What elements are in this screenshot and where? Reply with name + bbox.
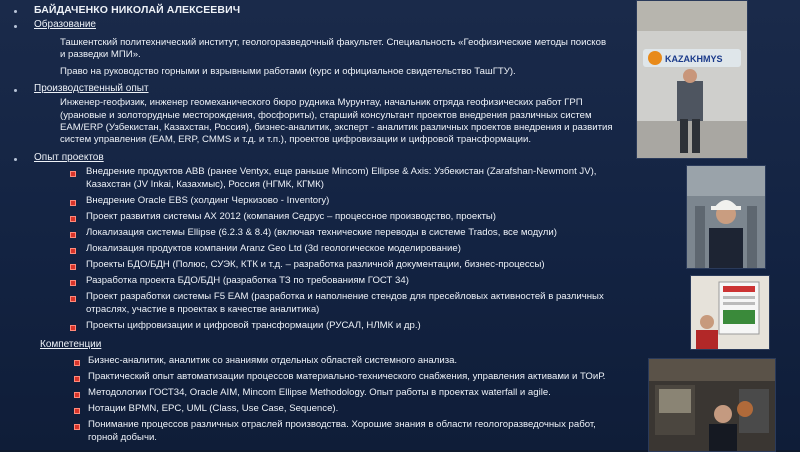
person-name: БАЙДАЧЕНКО НИКОЛАЙ АЛЕКСЕЕВИЧ: [34, 4, 241, 16]
bullet-dot: [14, 158, 17, 161]
square-bullet-icon: [70, 200, 76, 206]
education-line: Ташкентский политехнический институт, геологоразведочный факультет. Специальность «Геофизические методы поисков: [60, 37, 607, 48]
project-item-cont: отраслях, участие в проектах в качестве аналитика): [86, 304, 320, 315]
square-bullet-icon: [74, 376, 80, 382]
project-item: Внедрение Oracle EBS (холдинг Черкизово - Inventory): [86, 195, 330, 206]
experience-line: EAM/ERP (Узбекистан, Казахстан, Россия), бизнес-аналитик, эксперт - аналитик различных проектов внедрения и развития: [60, 122, 613, 133]
project-item: Проекты БДО/БДН (Полюс, СУЭК, КТК и т.д. – разработка различной документации, бизнес-процессы): [86, 259, 545, 270]
bullet-dot: [14, 89, 17, 92]
competencies-heading: Компетенции: [40, 339, 102, 350]
experience-heading: Производственный опыт: [34, 83, 149, 94]
education-line: Право на руководство горными и взрывными работами (курс и официальное свидетельство ТашГТУ).: [60, 66, 516, 77]
photo-kazakhmys-office: [636, 0, 748, 159]
experience-line: (урановые и золоторудные месторождения, фосфориты), старший консультант проектов внедрения различных систем: [60, 110, 592, 121]
square-bullet-icon: [70, 232, 76, 238]
competency-item: Нотации BPMN, EPC, UML (Class, Use Case, Sequence).: [88, 403, 339, 414]
competency-item: Методологии ГОСТ34, Oracle AIM, Mincom Ellipse Methodology. Опыт работы в проектах waterfall и agile.: [88, 387, 551, 398]
education-heading: Образование: [34, 19, 96, 30]
project-item-cont: Казахстан (JV Inkai, Казахмыс), Россия (НГМК, КГМК): [86, 179, 324, 190]
square-bullet-icon: [74, 408, 80, 414]
experience-line: Инженер-геофизик, инженер геомеханического бюро рудника Мурунтау, начальник отряда геофизических работ ГРП: [60, 97, 583, 108]
square-bullet-icon: [70, 171, 76, 177]
competency-item: Практический опыт автоматизации процессов материально-технического снабжения, управления активами и ТОиР.: [88, 371, 606, 382]
square-bullet-icon: [74, 392, 80, 398]
competency-item: Понимание процессов различных отраслей производства. Хорошие знания в области геологоразведочных работ,: [88, 419, 596, 430]
photo-portrait: [648, 358, 776, 452]
project-item: Разработка проекта БДО/БДН (разработка ТЗ по требованиям ГОСТ 34): [86, 275, 409, 286]
photo-exhibition: [690, 275, 770, 350]
square-bullet-icon: [70, 296, 76, 302]
square-bullet-icon: [70, 280, 76, 286]
square-bullet-icon: [74, 424, 80, 430]
bullet-dot: [14, 10, 17, 13]
square-bullet-icon: [70, 216, 76, 222]
competency-item: Бизнес-аналитик, аналитик со знаниями отдельных областей системного анализа.: [88, 355, 458, 366]
project-item: Локализация системы Ellipse (6.2.3 & 8.4) (включая технические переводы в системе Trados, все модули): [86, 227, 557, 238]
bullet-dot: [14, 25, 17, 28]
square-bullet-icon: [70, 248, 76, 254]
experience-line: систем управления (EAM, ERP, CMMS и т.д. и т.п.), проектов цифровизации и цифровой трансформации.: [60, 134, 531, 145]
project-item: Проект развития системы AX 2012 (компания Седрус – процессное производство, проекты): [86, 211, 497, 222]
education-line: и разведки МПИ».: [60, 49, 141, 60]
projects-heading: Опыт проектов: [34, 152, 104, 163]
square-bullet-icon: [74, 360, 80, 366]
project-item: Локализация продуктов компании Aranz Geo Ltd (3d геологическое моделирование): [86, 243, 461, 254]
kazakhmys-sign-text: KAZAKHMYS: [665, 54, 723, 64]
project-item: Проект разработки системы F5 EAM (разработка и наполнение стендов для пресейловых активностей в различных: [86, 291, 604, 302]
project-item: Проекты цифровизации и цифровой трансформации (РУСАЛ, НЛМК и др.): [86, 320, 421, 331]
project-item: Внедрение продуктов ABB (ранее Ventyx, еще раньше Mincom) Ellipse & Axis: Узбекистан (Zarafshan-Newmont JV),: [86, 166, 597, 177]
square-bullet-icon: [70, 264, 76, 270]
photo-mine-worker: [686, 165, 766, 269]
competency-item-cont: горной добычи.: [88, 432, 157, 443]
square-bullet-icon: [70, 325, 76, 331]
